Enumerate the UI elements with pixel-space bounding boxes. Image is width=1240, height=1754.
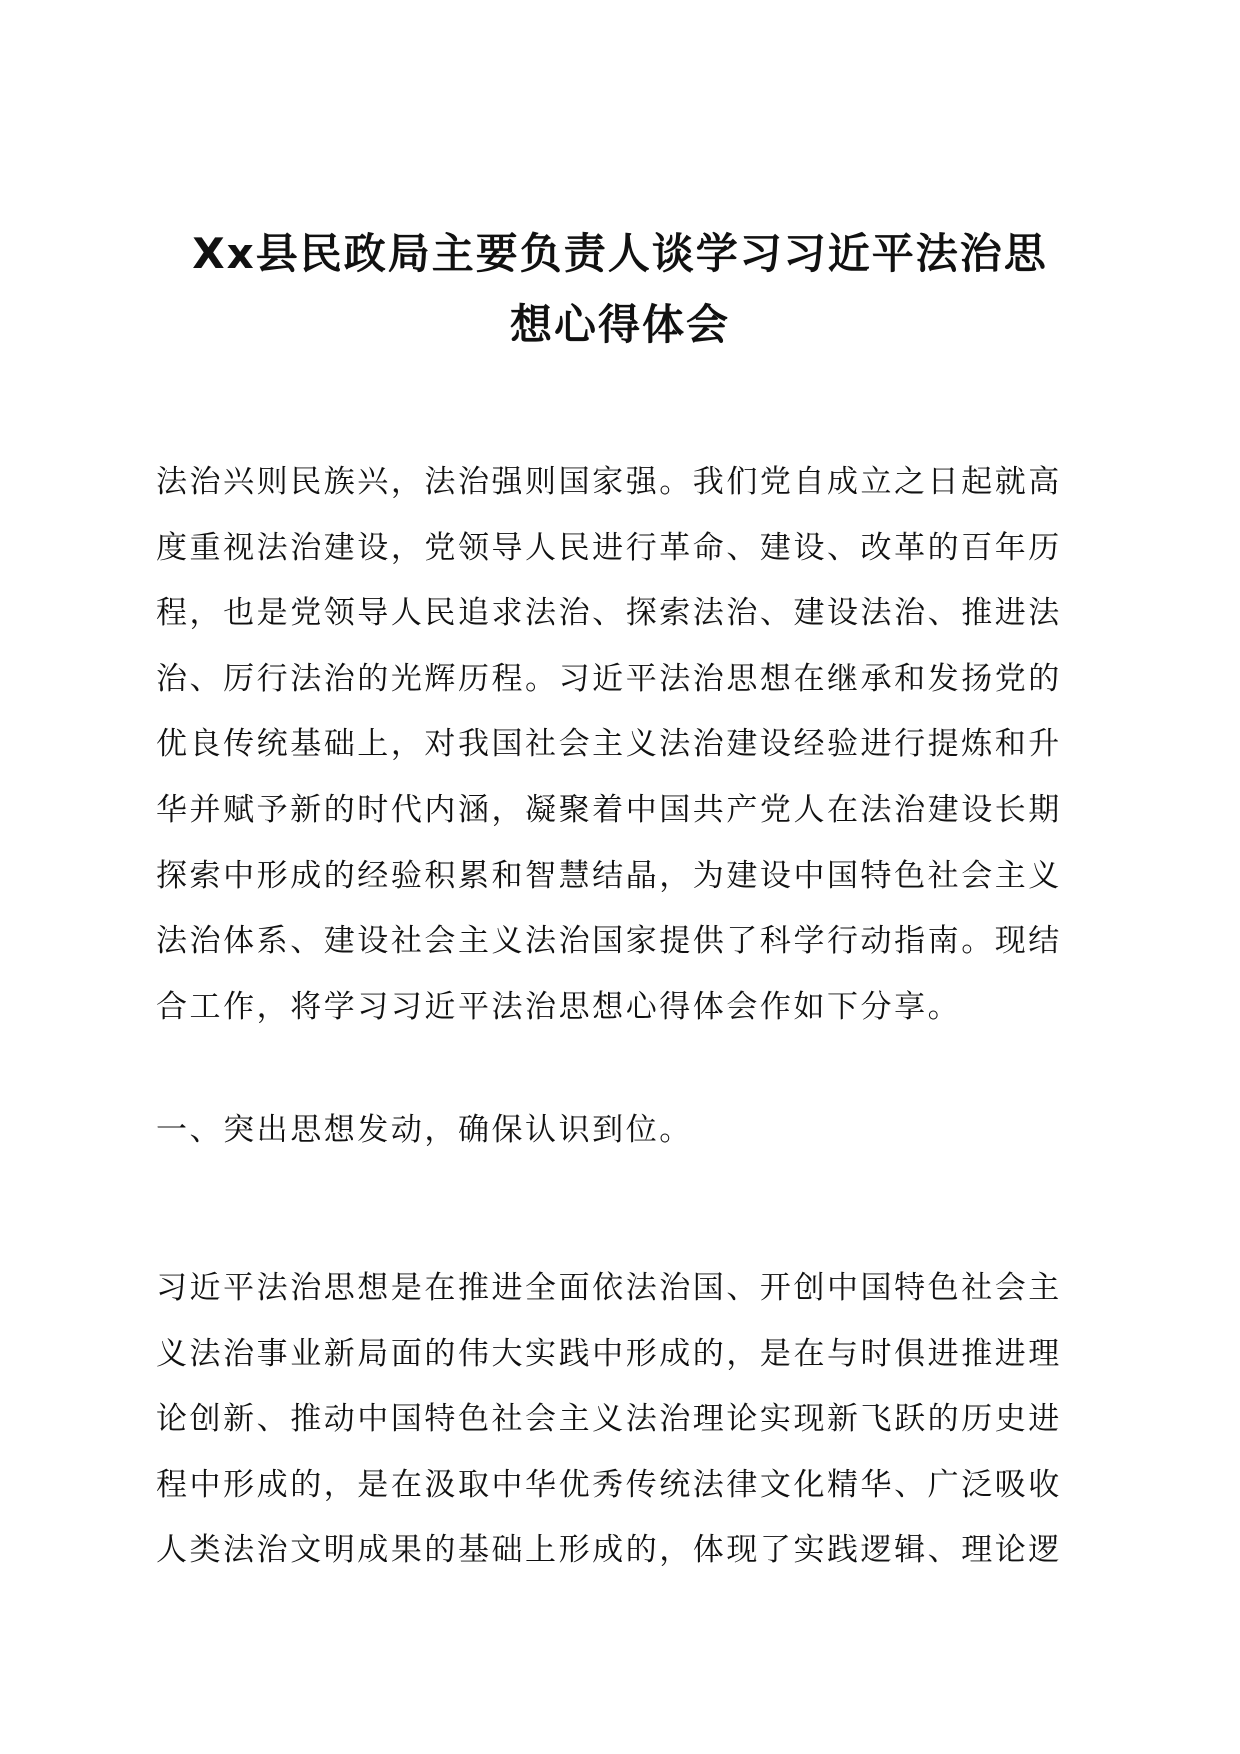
paragraph-line: 义法治事业新局面的伟大实践中形成的，是在与时俱进推进理 [156,1335,1062,1372]
paragraph-line: 程中形成的，是在汲取中华优秀传统法律文化精华、广泛吸收 [156,1466,1062,1503]
title-line: 想心得体会 [509,300,730,349]
paragraph-line: 治、厉行法治的光辉历程。习近平法治思想在继承和发扬党的 [156,660,1062,697]
paragraph-line: 法治体系、建设社会主义法治国家提供了科学行动指南。现结 [156,923,1062,960]
paragraph-line: 合工作，将学习习近平法治思想心得体会作如下分享。 [156,988,962,1025]
paragraph-line: 论创新、推动中国特色社会主义法治理论实现新飞跃的历史进 [156,1401,1062,1438]
paragraph-line: 探索中形成的经验积累和智慧结晶，为建设中国特色社会主义 [156,857,1062,894]
paragraph-intro [156,450,1086,1040]
title-line: Xx县民政局主要负责人谈学习习近平法治思 [192,229,1048,278]
paragraph-line: 优良传统基础上，对我国社会主义法治建设经验进行提炼和升 [156,726,1062,763]
document-title [150,218,1090,360]
section-heading-1 [156,1098,1086,1164]
paragraph-line: 华并赋予新的时代内涵，凝聚着中国共产党人在法治建设长期 [156,791,1062,828]
paragraph-line: 程，也是党领导人民追求法治、探索法治、建设法治、推进法 [156,595,1062,632]
paragraph-section-1 [156,1256,1086,1584]
paragraph-line: 人类法治文明成果的基础上形成的，体现了实践逻辑、理论逻 [156,1532,1062,1569]
paragraph-line: 度重视法治建设，党领导人民进行革命、建设、改革的百年历 [156,529,1062,566]
paragraph-line: 习近平法治思想是在推进全面依法治国、开创中国特色社会主 [156,1270,1062,1306]
section-heading-text: 一、突出思想发动，确保认识到位。 [156,1112,693,1148]
paragraph-line: 法治兴则民族兴，法治强则国家强。我们党自成立之日起就高 [156,464,1062,500]
